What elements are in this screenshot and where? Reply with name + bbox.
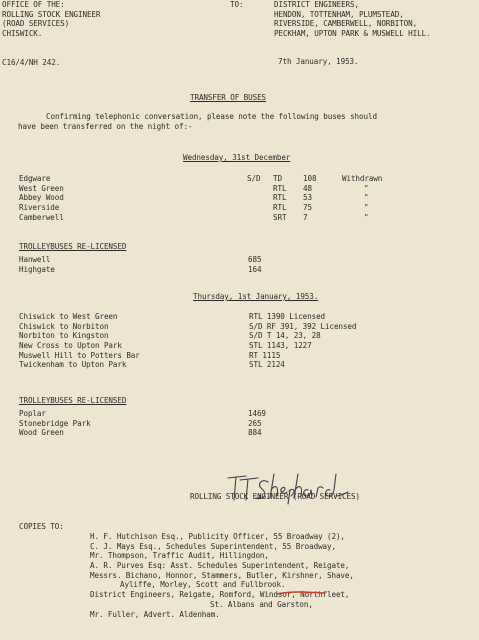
trolley-depot-column: [19, 255, 55, 274]
bus-type: S/D: [247, 174, 261, 183]
to-line: HENDON, TOTTENHAM, PLUMSTEAD,: [274, 9, 404, 19]
class-column: [273, 174, 286, 222]
route-detail: STL 1143, 1227: [249, 341, 312, 351]
bus-class: SRT: [273, 212, 287, 222]
route-name: Chiswick to Norbiton: [19, 321, 109, 331]
trolley-number: 884: [248, 428, 262, 438]
route-detail: RT 1115: [249, 350, 281, 360]
depot-name: Hanwell: [19, 255, 51, 264]
to-block: [274, 0, 431, 39]
trolley-number: 685: [248, 255, 262, 264]
copy-recipient: A. R. Purves Esq: Asst. Schedules Superintendent, Reigate,: [90, 561, 350, 571]
withdrawn-garage-column: [19, 174, 64, 222]
route-column: [19, 312, 140, 370]
copy-recipient: Ayliffe, Morley, Scott and Fullbrook.: [120, 580, 286, 590]
depot-name: Wood Green: [19, 428, 64, 438]
trolleybus-heading: TROLLEYBUSES RE-LICENSED: [19, 396, 127, 405]
route-name: Norbiton to Kingston: [19, 331, 109, 341]
from-line: ROLLING STOCK ENGINEER: [2, 9, 101, 19]
ditto-mark: ": [364, 203, 369, 213]
trolley-number: 1469: [248, 409, 266, 418]
copies-list: [90, 532, 354, 619]
bus-class: RTL: [273, 203, 287, 213]
trolley-depot-column: [19, 409, 91, 438]
bus-number: 7: [303, 212, 308, 222]
copy-recipient: District Engineers, Reigate, Romford, Windsor, Northfleet,: [90, 590, 350, 600]
to-label: TO:: [230, 0, 244, 9]
route-name: Muswell Hill to Potters Bar: [19, 350, 140, 360]
trolley-number: 265: [248, 418, 262, 428]
section-heading-thursday: Thursday, 1st January, 1953.: [193, 292, 319, 301]
to-line: PECKHAM, UPTON PARK & MUSWELL HILL.: [274, 29, 431, 39]
garage-name: Edgware: [19, 174, 51, 183]
from-line: CHISWICK.: [2, 29, 43, 39]
route-detail: S/D T 14, 23, 28: [249, 331, 321, 341]
memo-title: TRANSFER OF BUSES: [190, 93, 267, 102]
garage-name: Riverside: [19, 203, 60, 213]
garage-name: Abbey Wood: [19, 193, 64, 203]
garage-name: West Green: [19, 183, 64, 193]
reference-number: C16/4/NH 242.: [2, 58, 61, 67]
bus-status: Withdrawn: [342, 174, 383, 183]
route-name: Chiswick to West Green: [19, 312, 118, 321]
copy-recipient: Mr. Fuller, Advert. Aldenham.: [90, 609, 220, 619]
bus-class: RTL: [273, 193, 287, 203]
depot-name: Poplar: [19, 409, 46, 418]
depot-name: Stonebridge Park: [19, 418, 91, 428]
ditto-column: [364, 174, 368, 222]
trolleybus-heading: TROLLEYBUSES RE-LICENSED: [19, 242, 127, 251]
garage-name: Camberwell: [19, 212, 64, 222]
to-line: DISTRICT ENGINEERS,: [274, 0, 359, 9]
copy-recipient: H. F. Hutchison Esq., Publicity Officer, 55 Broadway (2),: [90, 532, 345, 541]
intro-line: Confirming telephonic conversation, please note the following buses should: [46, 112, 377, 121]
bus-number: 48: [303, 183, 312, 193]
bus-number: 53: [303, 193, 312, 203]
route-name: Twickenham to Upton Park: [19, 360, 127, 370]
copy-recipient: St. Albans and Garston,: [210, 599, 313, 609]
bus-class: TD: [273, 174, 282, 183]
route-detail-column: [249, 312, 356, 370]
copy-recipient: Messrs. Bichano, Honnor, Stammers, Butler, Kirshner, Shave,: [90, 570, 354, 580]
route-detail: RTL 1390 Licensed: [249, 312, 326, 321]
number-column: [303, 174, 316, 222]
bus-class: RTL: [273, 183, 287, 193]
memo-date: 7th January, 1953.: [278, 57, 359, 66]
intro-line: have been transferred on the night of:-: [18, 122, 193, 131]
handwritten-signature: [224, 470, 364, 510]
copy-recipient: Mr. Thompson, Traffic Audit, Hillingdon,: [90, 551, 269, 561]
type-column: [247, 174, 260, 184]
copies-label: COPIES TO:: [19, 522, 64, 531]
copy-recipient: C. J. Mays Esq., Schedules Superintendent, 55 Broadway,: [90, 541, 336, 551]
trolley-number-column: [248, 255, 261, 274]
status-column: [342, 174, 382, 184]
depot-name: Highgate: [19, 264, 55, 274]
signatory-title: ROLLING STOCK ENGINEER (ROAD SERVICES): [190, 492, 360, 501]
from-line: OFFICE OF THE:: [2, 0, 65, 9]
section-heading-wednesday: Wednesday, 31st December: [183, 153, 291, 162]
route-name: New Cross to Upton Park: [19, 341, 122, 351]
trolley-number: 164: [248, 264, 262, 274]
trolley-number-column: [248, 409, 266, 438]
red-pencil-underline: [276, 590, 326, 596]
route-detail: S/D RF 391, 392 Licensed: [249, 321, 357, 331]
ditto-mark: ": [364, 183, 369, 193]
bus-number: 75: [303, 203, 312, 213]
route-detail: STL 2124: [249, 360, 285, 370]
bus-number: 108: [303, 174, 317, 183]
ditto-mark: ": [364, 193, 369, 203]
from-block: [2, 0, 100, 39]
to-line: RIVERSIDE, CAMBERWELL, NORBITON,: [274, 19, 418, 29]
ditto-mark: ": [364, 212, 369, 222]
from-line: (ROAD SERVICES): [2, 19, 70, 29]
